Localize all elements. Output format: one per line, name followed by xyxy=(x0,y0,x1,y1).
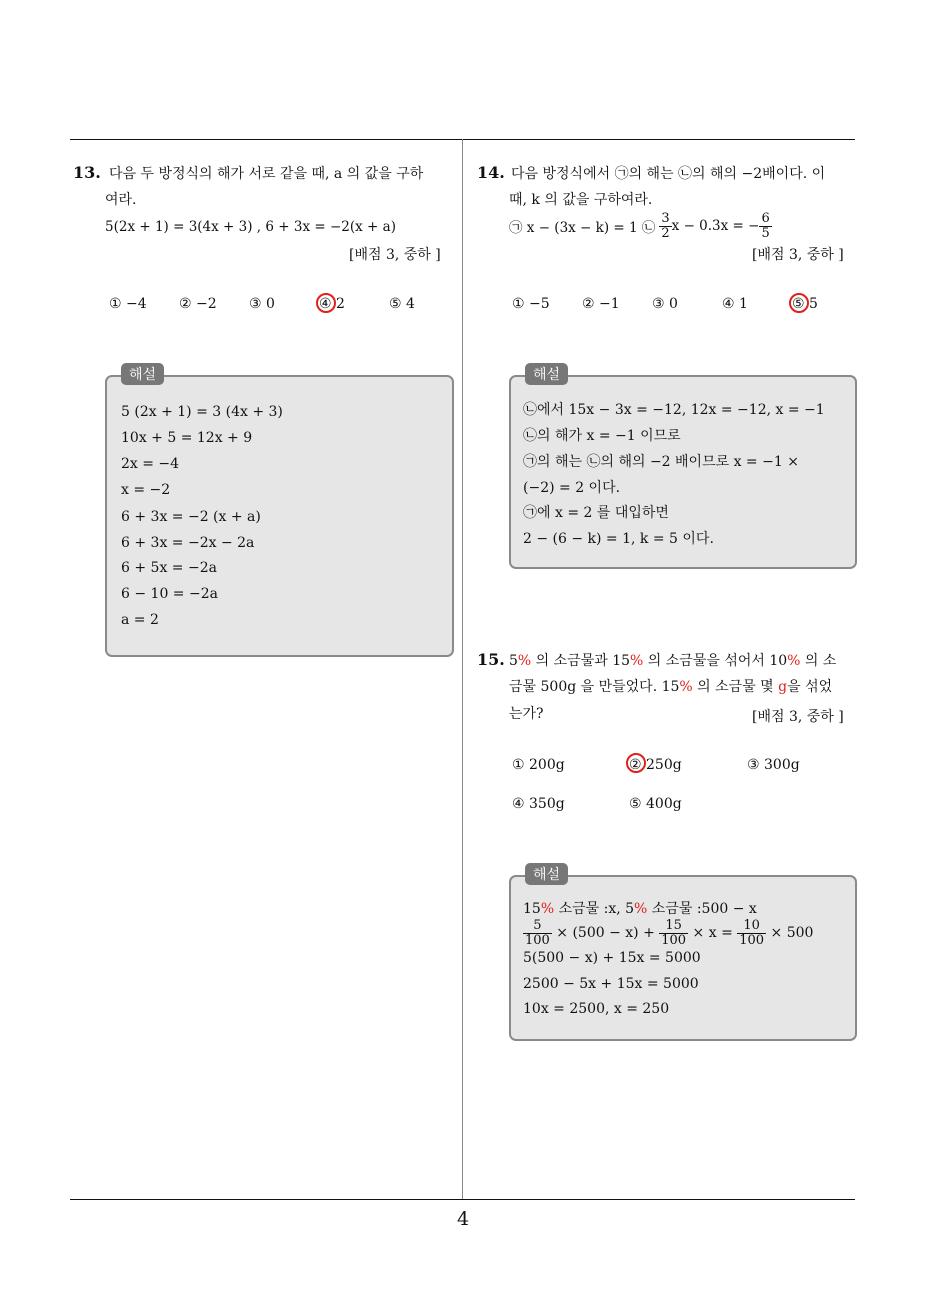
score-label: [배점 3, 중하 ] xyxy=(752,247,844,263)
solution-line: x = −2 xyxy=(121,482,171,498)
option-5[interactable]: ⑤ 400g xyxy=(629,796,682,812)
solution-line: 6 + 5x = −2a xyxy=(121,560,217,576)
solution-box xyxy=(509,367,857,569)
question-text-line3: 는가? xyxy=(509,706,544,722)
option-4[interactable]: ④ 1 xyxy=(722,296,748,312)
question-text-line2: 때, k 의 값을 구하여라. xyxy=(509,192,653,208)
option-2[interactable]: ② −2 xyxy=(179,296,217,312)
solution-line: ㉡의 해가 x = −1 이므로 xyxy=(523,428,681,444)
solution-line: ㉡에서 15x − 3x = −12, 12x = −12, x = −1 xyxy=(523,402,825,418)
solution-line: (−2) = 2 이다. xyxy=(523,480,621,496)
fraction: $\frac{6}{5}$ xyxy=(761,210,770,241)
equation-line xyxy=(509,207,772,245)
solution-box xyxy=(105,367,454,657)
solution-box xyxy=(509,867,857,1041)
solution-line: ㉠에 x = 2 를 대입하면 xyxy=(523,505,669,521)
solution-line-fractions: $\frac{5}{100}$ × (500 − x) + $\frac{15}{100}$ × x = $\frac{10}{100}$ × 500 xyxy=(525,917,814,948)
solution-line: 5 (2x + 1) = 3 (4x + 3) xyxy=(121,404,283,420)
question-text-line1: 5% 의 소금물과 15% 의 소금물을 섞어서 10% 의 소 xyxy=(509,653,837,669)
question-text-line2: 여라. xyxy=(105,192,137,208)
option-2[interactable]: ② 250g xyxy=(629,757,682,773)
option-5[interactable]: ⑤ 5 xyxy=(792,296,818,312)
solution-line: 2x = −4 xyxy=(121,456,180,472)
equation-a: ㉠ x − (3x − k) = 1 ㉡ xyxy=(509,220,656,236)
selected-answer-mark xyxy=(316,293,336,313)
option-1[interactable]: ① −5 xyxy=(512,296,550,312)
equation-b-mid: x − 0.3x = − xyxy=(671,218,760,234)
option-3[interactable]: ③ 0 xyxy=(249,296,275,312)
score-label: [배점 3, 중하 ] xyxy=(752,709,844,725)
fraction: $\frac{3}{2}$ xyxy=(661,210,670,241)
solution-line: 2500 − 5x + 15x = 5000 xyxy=(523,976,699,992)
bottom-rule xyxy=(70,1199,855,1200)
solution-line: 2 − (6 − k) = 1, k = 5 이다. xyxy=(523,531,714,547)
solution-line: 10x + 5 = 12x + 9 xyxy=(121,430,253,446)
option-3[interactable]: ③ 300g xyxy=(747,757,800,773)
option-4[interactable]: ④ 2 xyxy=(319,296,345,312)
question-text-line1: 다음 두 방정식의 해가 서로 같을 때, a 의 값을 구하 xyxy=(109,166,424,182)
question-text-line2: 금물 500g 을 만들었다. 15% 의 소금물 몇 g을 섞었 xyxy=(509,679,833,695)
fraction: $\frac{15}{100}$ xyxy=(661,917,687,948)
question-text-line1: 다음 방정식에서 ㉠의 해는 ㉡의 해의 −2배이다. 이 xyxy=(511,166,826,182)
question-number: 14. xyxy=(477,163,505,182)
column-divider xyxy=(462,139,463,1200)
option-2[interactable]: ② −1 xyxy=(582,296,620,312)
solution-tag: 해설 xyxy=(525,863,568,885)
question-number: 15. xyxy=(477,650,505,669)
selected-answer-mark xyxy=(626,753,646,773)
option-1[interactable]: ① 200g xyxy=(512,757,565,773)
solution-line: 6 + 3x = −2x − 2a xyxy=(121,535,255,551)
solution-line: 6 + 3x = −2 (x + a) xyxy=(121,509,261,525)
solution-line: 15% 소금물 :x, 5% 소금물 :500 − x xyxy=(523,901,757,917)
option-1[interactable]: ① −4 xyxy=(109,296,147,312)
option-5[interactable]: ⑤ 4 xyxy=(389,296,415,312)
option-4[interactable]: ④ 350g xyxy=(512,796,565,812)
solution-line: a = 2 xyxy=(121,612,159,628)
solution-tag: 해설 xyxy=(121,363,164,385)
fraction: $\frac{10}{100}$ xyxy=(739,917,765,948)
page-number: 4 xyxy=(456,1208,470,1230)
option-3[interactable]: ③ 0 xyxy=(652,296,678,312)
solution-line: 5(500 − x) + 15x = 5000 xyxy=(523,950,701,966)
solution-tag: 해설 xyxy=(525,363,568,385)
question-number: 13. xyxy=(73,163,101,182)
equation: 5(2x + 1) = 3(4x + 3) , 6 + 3x = −2(x + a) xyxy=(105,219,396,235)
fraction: $\frac{5}{100}$ xyxy=(525,917,550,948)
solution-line: ㉠의 해는 ㉡의 해의 −2 배이므로 x = −1 × xyxy=(523,454,799,470)
solution-line: 6 − 10 = −2a xyxy=(121,586,218,602)
selected-answer-mark xyxy=(789,293,809,313)
solution-line: 10x = 2500, x = 250 xyxy=(523,1001,670,1017)
score-label: [배점 3, 중하 ] xyxy=(349,247,441,263)
